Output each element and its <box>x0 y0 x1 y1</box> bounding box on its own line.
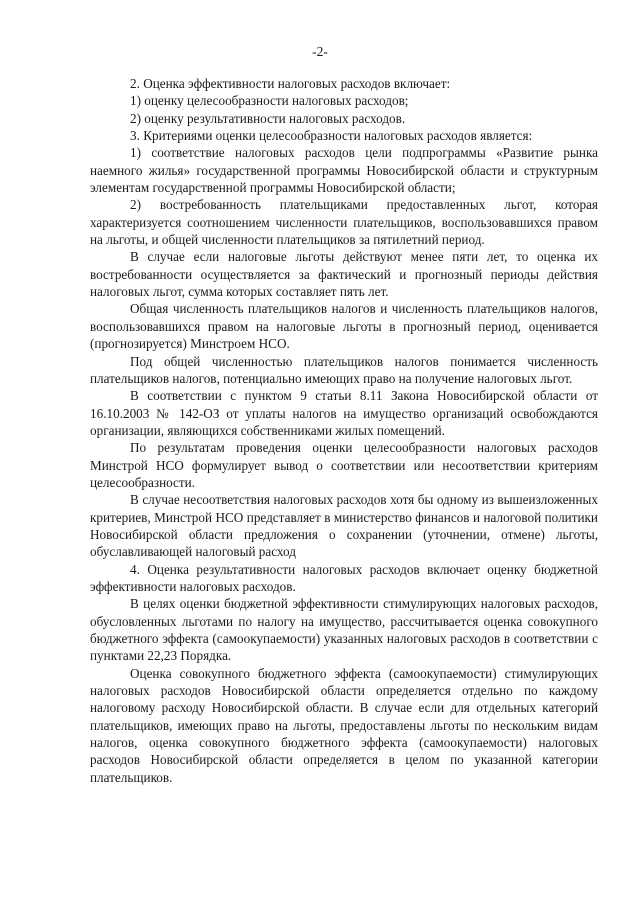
paragraph-noncompliance: В случае несоответствия налоговых расходов хотя бы одному из вышеизложенных критериев, Минстрой НСО представляет в министерство финансов и налоговой политики Новосибирской области предложения о сохранении (уточнении, отмене) льготы, обуславливающей налоговый расход <box>90 492 598 560</box>
page-number: -2- <box>312 44 328 59</box>
paragraph-conclusion: По результатам проведения оценки целесообразности налоговых расходов Минстрой НСО формулирует вывод о соответствии или несоответствии критериям целесообразности. <box>90 440 598 490</box>
paragraph-total-number: Общая численность плательщиков налогов и численность плательщиков налогов, воспользовавшихся правом на налоговые льготы в прогнозный период, оценивается (прогнозируется) Минстроем НСО. <box>90 301 598 352</box>
paragraph-effectiveness-evaluation: 4. Оценка результативности налоговых расходов включает оценку бюджетной эффективности налоговых расходов. <box>90 561 598 594</box>
paragraph-law-reference: В соответствии с пунктом 9 статьи 8.11 Закона Новосибирской области от 16.10.2003 № 142-ОЗ от уплаты налогов на имущество организаций освобождаются организации, являющихся собственниками жилых помещений. <box>90 388 598 438</box>
paragraph-short-period: В случае если налоговые льготы действуют менее пяти лет, то оценка их востребованности осуществляется за фактический и прогнозный периоды действия налоговых льгот, сумма которых составляет пять лет. <box>90 249 598 300</box>
paragraph-criterion-1: 1) соответствие налоговых расходов цели подпрограммы «Развитие рынка наемного жилья» государственной программы Новосибирской области и структурным элементам государственной программы Новосибирской области; <box>90 145 598 196</box>
paragraph-budget-effect-assessment: Оценка совокупного бюджетного эффекта (самоокупаемости) стимулирующих налоговых расходов Новосибирской области определяется отдельно по каждому налоговому расходу Новосибирской области. В случае если для отдельных категорий плательщиков, имеющих право на льготы, предоставлены льготы по нескольким видам налогов, оценка совокупного бюджетного эффекта (самоокупаемости) налоговых расходов Новосибирской области определяется в целом по указанной категории плательщиков. <box>90 665 598 785</box>
paragraph-total-number-definition: Под общей численностью плательщиков налогов понимается численность плательщиков налогов, потенциально имеющих право на получение налоговых льгот. <box>90 353 598 386</box>
paragraph-item-effectiveness: 2) оценку результативности налоговых расходов. <box>130 110 406 126</box>
paragraph-item-expediency: 1) оценку целесообразности налоговых расходов; <box>130 93 409 109</box>
paragraph-criteria-heading: 3. Критериями оценки целесообразности налоговых расходов является: <box>130 128 533 144</box>
paragraph-budget-efficiency: В целях оценки бюджетной эффективности стимулирующих налоговых расходов, обусловленных льготами по налогу на имущество, рассчитывается оценка совокупного бюджетного эффекта (самоокупаемости) указанных налоговых расходов в соответствии с пунктами 22,23 Порядка. <box>90 596 598 664</box>
document-body <box>90 75 598 786</box>
paragraph-criterion-2: 2) востребованность плательщиками предоставленных льгот, которая характеризуется соотношением численности плательщиков, воспользовавшихся правом на льготы, и общей численности плательщиков за пятилетний период. <box>90 197 598 248</box>
paragraph-evaluation-includes: 2. Оценка эффективности налоговых расходов включает: <box>130 76 451 91</box>
